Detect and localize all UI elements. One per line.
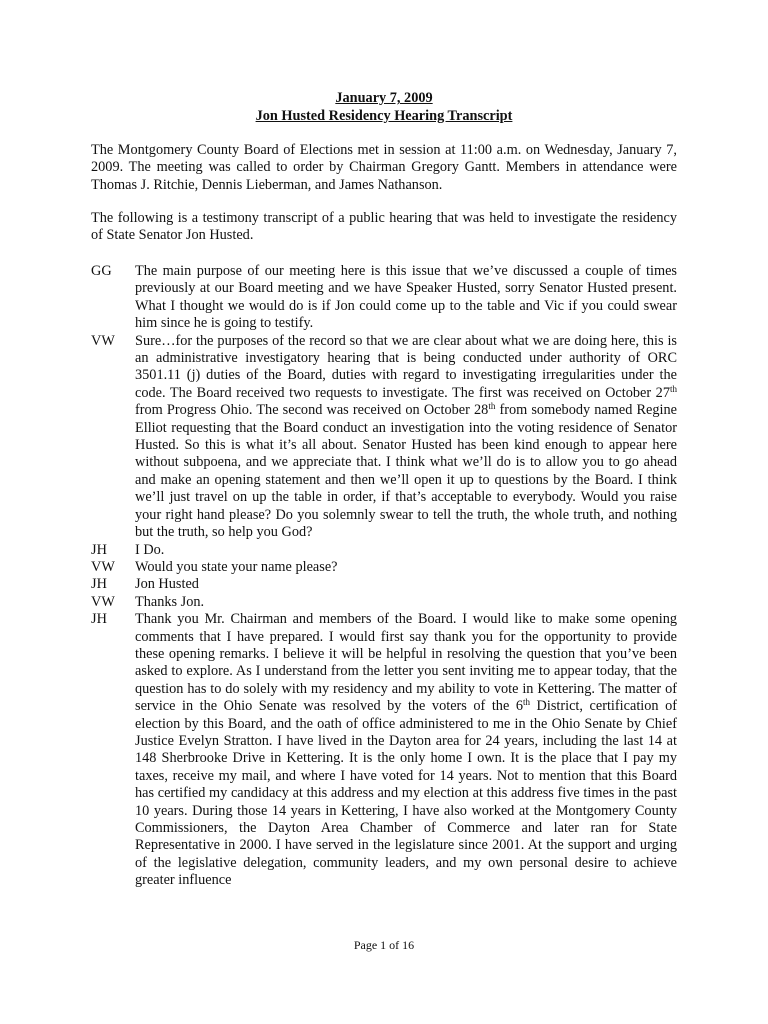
speaker-label: JH bbox=[91, 541, 107, 558]
document-title: Jon Husted Residency Hearing Transcript bbox=[255, 108, 513, 124]
speech-text: Thanks Jon. bbox=[135, 593, 205, 610]
speech-text: Jon Husted bbox=[135, 576, 199, 593]
speech-text-part: Thank you Mr. Chairman and members of the Board. I would like to make some opening comments that I have prepared. I would first say thank you for the opportunity to provide these opening remarks. I believe it will be helpful in resolving the question that you’ve been asked to explore. As I understand from the letter you sent inviting me to appear today, that the question has to do solely with my residency and my ability to vote in Kettering. The matter of service in the Ohio Senate was resolved by the voters of the 6 bbox=[135, 611, 677, 715]
speaker-label: GG bbox=[91, 263, 112, 279]
transcript-entry bbox=[91, 333, 677, 542]
speaker-label: JH bbox=[91, 611, 107, 628]
ordinal-suffix: th bbox=[669, 383, 677, 394]
speaker-label: VW bbox=[91, 558, 115, 575]
speech-text-part: Sure…for the purposes of the record so that we are clear about what we are doing here, this is an administrative investigatory hearing that is being conducted under authority of ORC 3501.11 (j) duties of the Board, duties with regard to investigating irregularities under the code. The Board received two requests to investigate. The first was received on October 27 bbox=[135, 332, 677, 401]
intro-paragraph: The Montgomery County Board of Elections met in session at 11:00 a.m. on Wednesday, January 7, 2009. The meeting was called to order by Chairman Gregory Gantt. Members in attendance were Thomas J. Ritchie, Dennis Lieberman, and James Nathanson. bbox=[91, 142, 677, 193]
speaker-label: VW bbox=[91, 593, 115, 610]
transcript-entry bbox=[91, 594, 677, 611]
speech-text: I Do. bbox=[135, 541, 165, 558]
date-heading: January 7, 2009 bbox=[335, 90, 433, 106]
speech-text bbox=[135, 333, 677, 542]
transcript-entry bbox=[91, 542, 677, 559]
speech-text: The main purpose of our meeting here is this issue that we’ve discussed a couple of times previously at our Board meeting and we have Speaker Husted, sorry Senator Husted present. What I thought we would do is if Jon could come up to the table and Vic if you could swear him since he is going to testify. bbox=[135, 263, 677, 332]
speaker-label: VW bbox=[91, 332, 115, 349]
page-number: Page 1 of 16 bbox=[353, 938, 415, 952]
transcript-entry bbox=[91, 576, 677, 593]
ordinal-suffix: th bbox=[522, 697, 530, 708]
speech-text-part: from Progress Ohio. The second was received on October 28 bbox=[135, 402, 489, 419]
transcript bbox=[91, 263, 677, 890]
speech-text-part: from somebody named Regine Elliot requesting that the Board conduct an investigation into the voting residence of Senator Husted. So this is what it’s all about. Senator Husted has been kind enough to appear here without subpoena, and we appreciate that. I think what we’ll do is to allow you to go ahead and make an opening statement and then we’ll open it up to questions by the Board. I think we’ll just travel on up the table in order, if that’s acceptable to everybody. Would you raise your right hand please? Do you solemnly swear to tell the truth, the whole truth, and nothing but the truth, so help you God? bbox=[135, 402, 678, 541]
speech-text-part: District, certification of election by this Board, and the oath of office administered to me in the Ohio Senate by Chief Justice Evelyn Stratton. I have lived in the Dayton area for 24 years, including the last 14 at 148 Sherbrooke Drive in Kettering. It is the only home I own. It is the place that I pay my taxes, receive my mail, and where I have voted for 14 years. Not to mention that this Board has certified my candidacy at this address and my election at this address five times in the past 10 years. During those 14 years in Kettering, I have also worked at the Montgomery County Commissioners, the Dayton Area Chamber of Commerce and later ran for State Representative in 2000. I have served in the legislature since 2001. At the support and urging of the legislative delegation, community leaders, and my own personal desire to achieve greater influence bbox=[135, 698, 678, 889]
ordinal-suffix: th bbox=[488, 401, 496, 412]
transcript-entry bbox=[91, 559, 677, 576]
speaker-label: JH bbox=[91, 576, 107, 593]
transcript-entry bbox=[91, 263, 677, 333]
transcript-entry bbox=[91, 611, 677, 890]
purpose-paragraph: The following is a testimony transcript of a public hearing that was held to investigate the residency of State Senator Jon Husted. bbox=[91, 210, 677, 244]
speech-text bbox=[135, 611, 677, 890]
document-header bbox=[0, 89, 768, 125]
speech-text: Would you state your name please? bbox=[135, 558, 338, 575]
